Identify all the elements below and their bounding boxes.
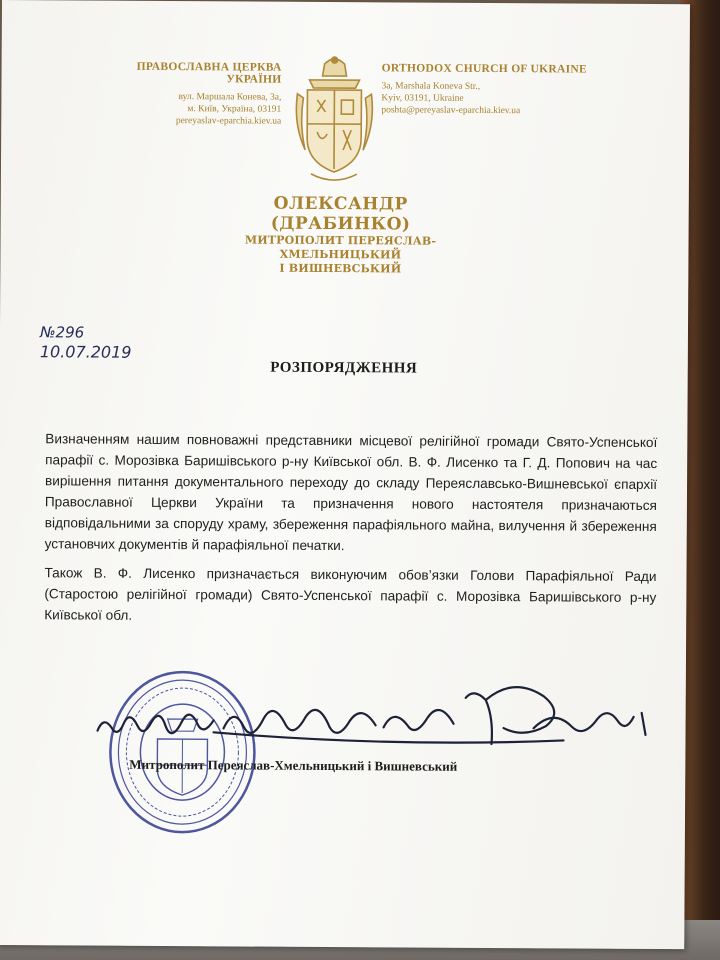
issuer-name: ОЛЕКСАНДР (ДРАБИНКО) <box>270 193 411 235</box>
address-line-2-ua: м. Київ, Україна, 03191 <box>187 104 282 115</box>
coat-of-arms-icon <box>289 54 380 195</box>
email-en: poshta@pereyaslav-eparchia.kiev.ua <box>381 105 521 117</box>
website-ua: pereyaslav-eparchia.kiev.ua <box>175 116 282 127</box>
issuer-title-line-1: МИТРОПОЛИТ ПЕРЕЯСЛАВ-ХМЕЛЬНИЦЬКИЙ <box>244 233 437 262</box>
address-line-1-ua: вул. Маршала Конева, 3а, <box>178 92 282 103</box>
address-line-2-en: Kyiv, 03191, Ukraine <box>381 93 464 104</box>
issuer-block <box>200 193 480 277</box>
document-date: 10.07.2019 <box>39 342 132 362</box>
church-name-ua: ПРАВОСЛАВНА ЦЕРКВА УКРАЇНИ <box>136 60 282 86</box>
address-line-1-en: 3a, Marshala Koneva Str., <box>381 81 481 92</box>
document-title: РОЗПОРЯДЖЕННЯ <box>270 359 418 377</box>
body-paragraph-2: Також В. Ф. Лисенко призначається виконуючим обов’язки Голови Парафіяльної Ради (Старостою релігійної громади) Свято-Успенської парафії с. Морозівка Баришівського р-ну Київської обл. <box>44 565 657 623</box>
signatory-title: Митрополит Переяслав-Хмельницький і Вишневський <box>129 756 458 774</box>
handwritten-reference <box>40 322 132 363</box>
issuer-title-line-2: І ВИШНЕВСЬКИЙ <box>279 261 402 276</box>
letterhead-left <box>91 61 281 128</box>
body-paragraph-1: Визначенням нашим повноважні представники місцевої релігійної громади Свято-Успенської парафії с. Морозівка Баришівського р-ну Київської обл. В. Ф. Лисенко та Г. Д. Попович на час вирішення питання документального переходу до складу Переяславсько-Вишневської єпархії Православної Церкви України та призначення нового настоятеля призначаються відповідальними за споруду храму, збереження парафіяльного майна, вилучення й збереження установчих документів й парафіяльної печатки. <box>44 431 658 554</box>
document-body <box>44 428 657 637</box>
document-number: №296 <box>39 323 85 342</box>
church-name-en: ORTHODOX CHURCH OF UKRAINE <box>381 62 587 76</box>
letterhead-right <box>381 62 611 117</box>
